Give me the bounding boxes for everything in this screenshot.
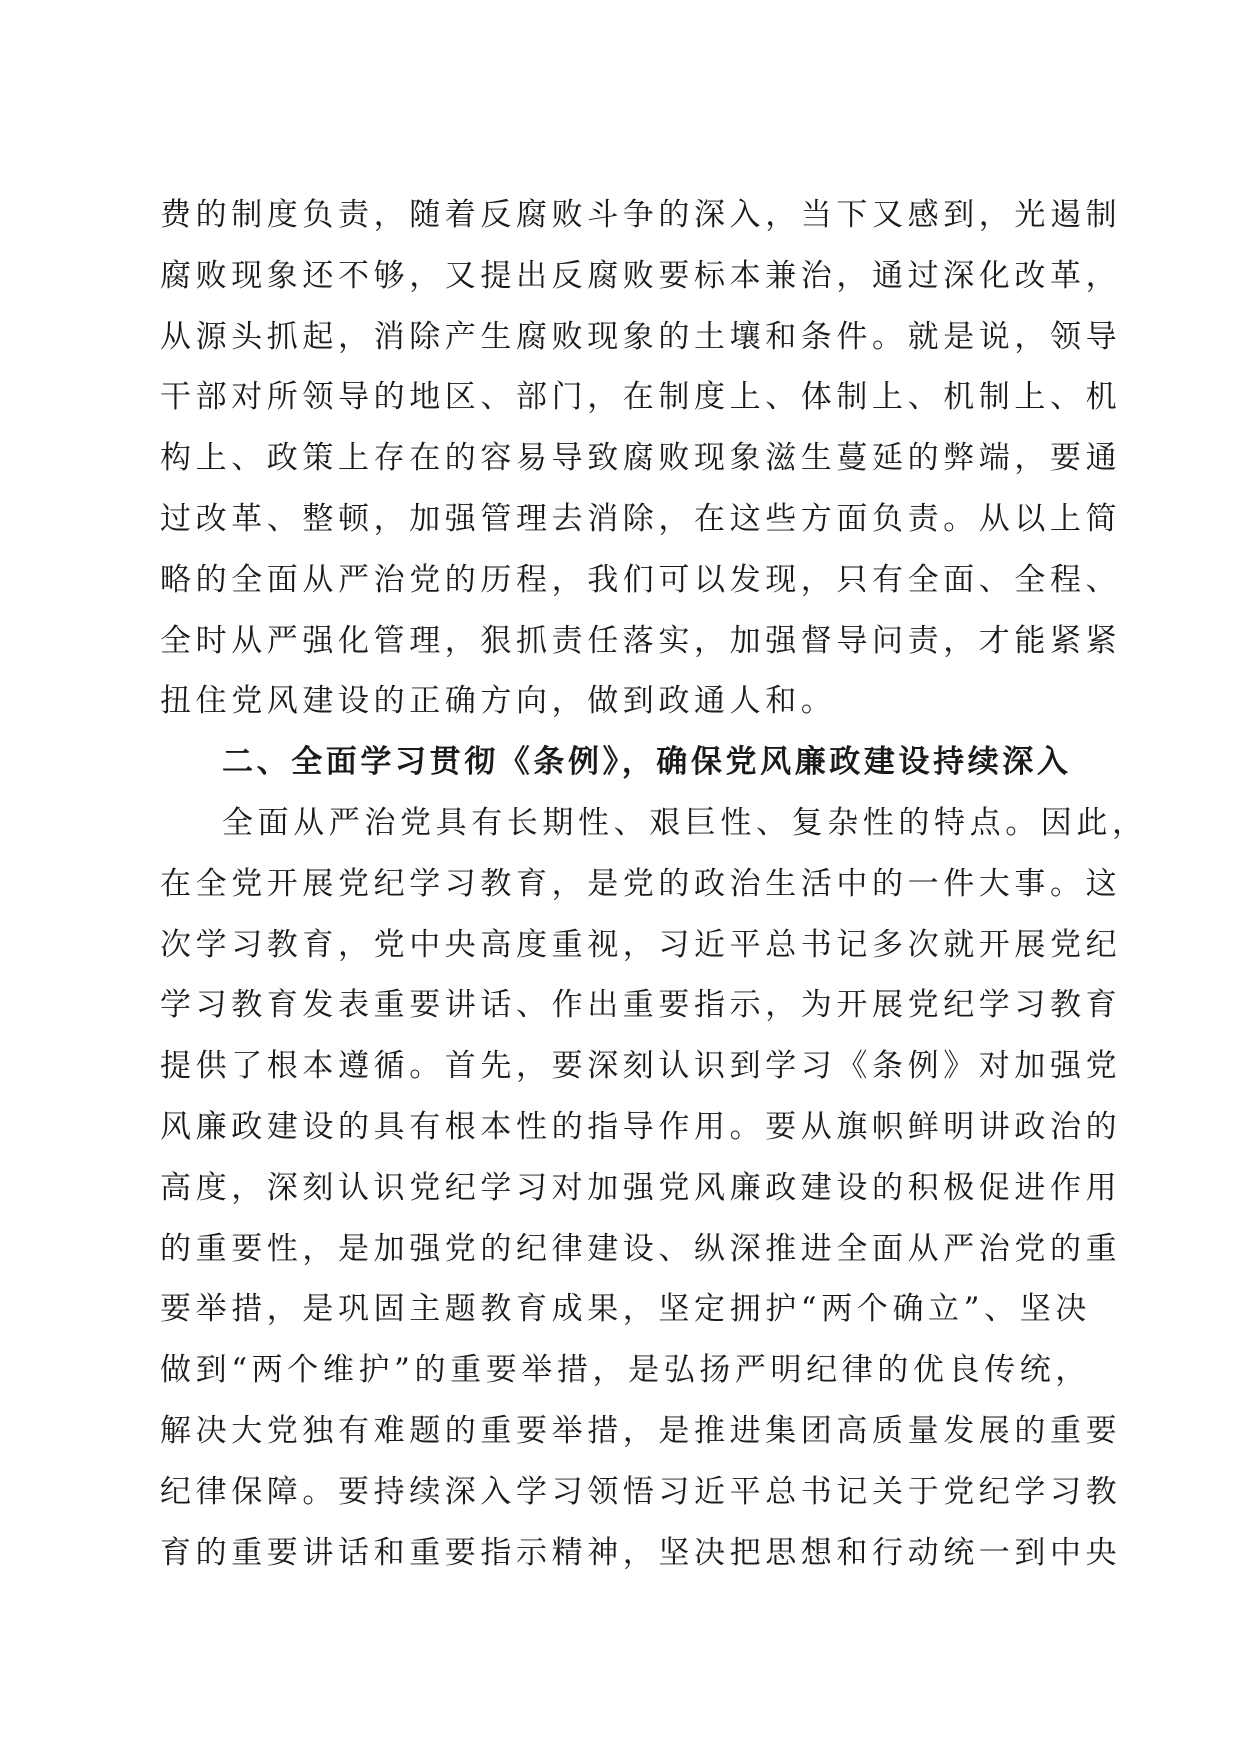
paragraph-line: 高度，深刻认识党纪学习对加强党风廉政建设的积极促进作用 [160, 1169, 1122, 1206]
paragraph-line: 学习教育发表重要讲话、作出重要指示，为开展党纪学习教育 [160, 987, 1122, 1024]
paragraph-line: 风廉政建设的具有根本性的指导作用。要从旗帜鲜明讲政治的 [160, 1108, 1122, 1145]
paragraph-line: 构上、政策上存在的容易导致腐败现象滋生蔓延的弊端，要通 [160, 440, 1122, 477]
paragraph-line: 次学习教育，党中央高度重视，习近平总书记多次就开展党纪 [160, 926, 1122, 963]
paragraph-line: 过改革、整顿，加强管理去消除，在这些方面负责。从以上简 [160, 500, 1122, 537]
paragraph-line: 纪律保障。要持续深入学习领悟习近平总书记关于党纪学习教 [160, 1473, 1122, 1510]
paragraph-line: 育的重要讲话和重要指示精神，坚决把思想和行动统一到中央 [160, 1534, 1122, 1571]
paragraph-line: 要举措，是巩固主题教育成果，坚定拥护“两个确立”、坚决 [160, 1291, 1091, 1328]
document-body [160, 185, 1148, 1583]
paragraph-line: 的重要性，是加强党的纪律建设、纵深推进全面从严治党的重 [160, 1230, 1122, 1267]
paragraph-line: 略的全面从严治党的历程，我们可以发现，只有全面、全程、 [160, 561, 1122, 598]
paragraph-line: 解决大党独有难题的重要举措，是推进集团高质量发展的重要 [160, 1412, 1122, 1449]
paragraph-line: 全面从严治党具有长期性、艰巨性、复杂性的特点。因此， [222, 804, 1148, 841]
paragraph-line: 腐败现象还不够，又提出反腐败要标本兼治，通过深化改革， [160, 257, 1122, 294]
paragraph-line: 在全党开展党纪学习教育，是党的政治生活中的一件大事。这 [160, 865, 1122, 902]
paragraph-line: 做到“两个维护”的重要举措，是弘扬严明纪律的优良传统， [160, 1352, 1091, 1389]
paragraph-line: 费的制度负责，随着反腐败斗争的深入，当下又感到，光遏制 [160, 197, 1122, 233]
paragraph-line: 全时从严强化管理，狠抓责任落实，加强督导问责，才能紧紧 [160, 622, 1122, 659]
paragraph-line: 扭住党风建设的正确方向，做到政通人和。 [160, 683, 837, 720]
paragraph-line: 干部对所领导的地区、部门，在制度上、体制上、机制上、机 [160, 379, 1122, 416]
paragraph-line: 从源头抓起，消除产生腐败现象的土壤和条件。就是说，领导 [160, 318, 1122, 355]
paragraph-line: 提供了根本遵循。首先，要深刻认识到学习《条例》对加强党 [160, 1048, 1122, 1085]
section-heading: 二、全面学习贯彻《条例》，确保党风廉政建设持续深入 [222, 744, 1072, 781]
